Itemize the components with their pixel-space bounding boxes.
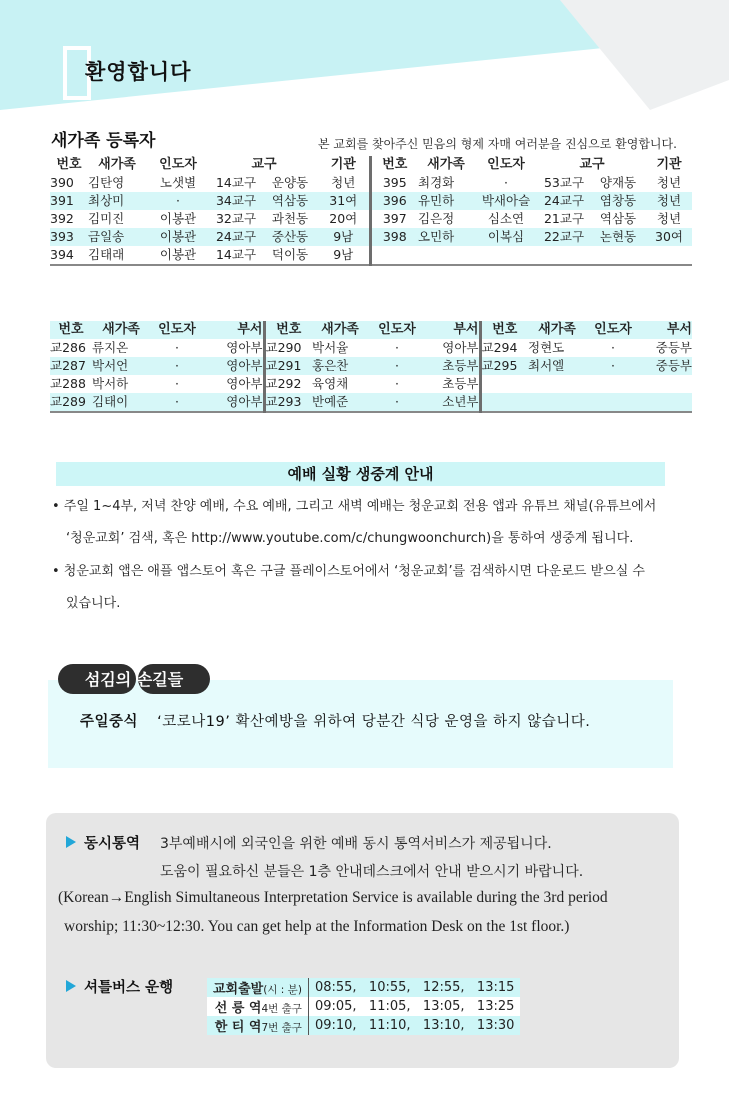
interpretation-label: 동시통역 [84,836,141,852]
serving-text: ‘코로나19’ 확산예방을 위하여 당분간 식당 운영을 하지 않습니다. [157,714,591,730]
header-cell: 인도자 [159,157,197,172]
header-cell: 교구 [579,157,605,172]
registration-intro: 본 교회를 찾아주신 믿음의 형제 자매 여러분을 진심으로 환영합니다. [318,137,677,151]
header-cell: 인도자 [487,157,525,172]
interpretation-english-1: (Korean→English Simultaneous Interpretation Service is available during the 3rd period [58,889,608,906]
header-cell: 교구 [251,157,277,172]
table-row: 391 최상미 · 34교구 역삼동 31여 396 유민하 박새아슬 24교구 염창동 청년 [50,192,692,210]
table-row: 교286 류지온 · 영아부 교290 박서율 · 영아부 교294 정현도 · 중등부 [50,340,692,355]
table-row: 392 김미진 이봉관 32교구 과천동 20여 397 김은정 심소연 21교구 역삼동 청년 [50,211,682,226]
table-row: 한 티 역7번 출구 09:10, 11:10, 13:10, 13:30 [207,1016,520,1035]
registration-title: 새가족 등록자 [51,131,156,151]
arrow-right-icon [66,836,76,848]
table-header-row: 번호 새가족 인도자 부서 번호 새가족 인도자 부서 번호 새가족 인도자 부서 [50,321,692,339]
live-bullet-1-line-2: ‘청운교회’ 검색, 혹은 http://www.youtube.com/c/chungwoonchurch)을 통하여 생중계 됩니다. [66,531,634,546]
table-row: 394 김태래 이봉관 14교구 덕이동 9남 [50,246,692,265]
shuttle-table [207,978,520,1035]
serving-title-badge [58,664,214,698]
table-row: 교289 김태이 · 영아부 교293 반예준 · 소년부 [50,393,692,412]
arrow-right-icon [66,980,76,992]
live-bullet-2-line-1: • 청운교회 앱은 애플 앱스토어 혹은 구글 플레이스토어에서 ‘청운교회’를 검색하시면 다운로드 받으실 수 [52,564,645,579]
header-cell: 새가족 [98,157,136,172]
page-title: 환영합니다 [85,60,192,84]
table-row: 393 금일송 이봉관 24교구 중산동 9남 398 오민하 이복심 22교구 논현동 30여 [50,228,692,246]
header-cell: 기관 [656,157,682,172]
interpretation-english-2: worship; 11:30~12:30. You can get help at the Information Desk on the 1st floor.) [64,918,570,935]
table-row: 교287 박서언 · 영아부 교291 홍은찬 · 초등부 교295 최서엘 · 중등부 [50,358,692,373]
interpretation-line-1: 3부예배시에 외국인을 위한 예배 동시 통역서비스가 제공됩니다. [160,836,552,852]
header-cell: 기관 [330,157,356,172]
serving-notice [80,710,590,731]
table-row: 교288 박서하 · 영아부 교292 육영채 · 초등부 [50,375,692,393]
header-cell: 새가족 [427,157,465,172]
table-row: 선 릉 역4번 출구 09:05, 11:05, 13:05, 13:25 [207,997,520,1016]
live-bullet-2-line-2: 있습니다. [66,596,121,611]
shuttle-label: 셔틀버스 운행 [84,980,174,996]
registration-table [50,156,692,266]
live-bullet-1-line-1: • 주일 1~4부, 저녁 찬양 예배, 수요 예배, 그리고 새벽 예배는 청운교회 전용 앱과 유튜브 채널(유튜브에서 [52,499,657,514]
education-table [50,321,692,413]
serving-label: 주일중식 [80,714,139,730]
table-row: 390 김탄영 노샛별 14교구 운양동 청년 395 최경화 · 53교구 양재동 청년 [50,175,682,190]
table-row: 교회출발(시 : 분) 08:55, 10:55, 12:55, 13:15 [207,978,520,997]
serving-title: 섬김의 손길들 [84,670,184,689]
header-cell: 번호 [56,157,82,172]
table-header-row [50,156,692,174]
live-broadcast-title: 예배 실황 생중계 안내 [56,462,665,486]
header-cell: 번호 [370,156,418,174]
interpretation-line-2: 도움이 필요하신 분들은 1층 안내데스크에서 안내 받으시기 바랍니다. [160,864,584,880]
